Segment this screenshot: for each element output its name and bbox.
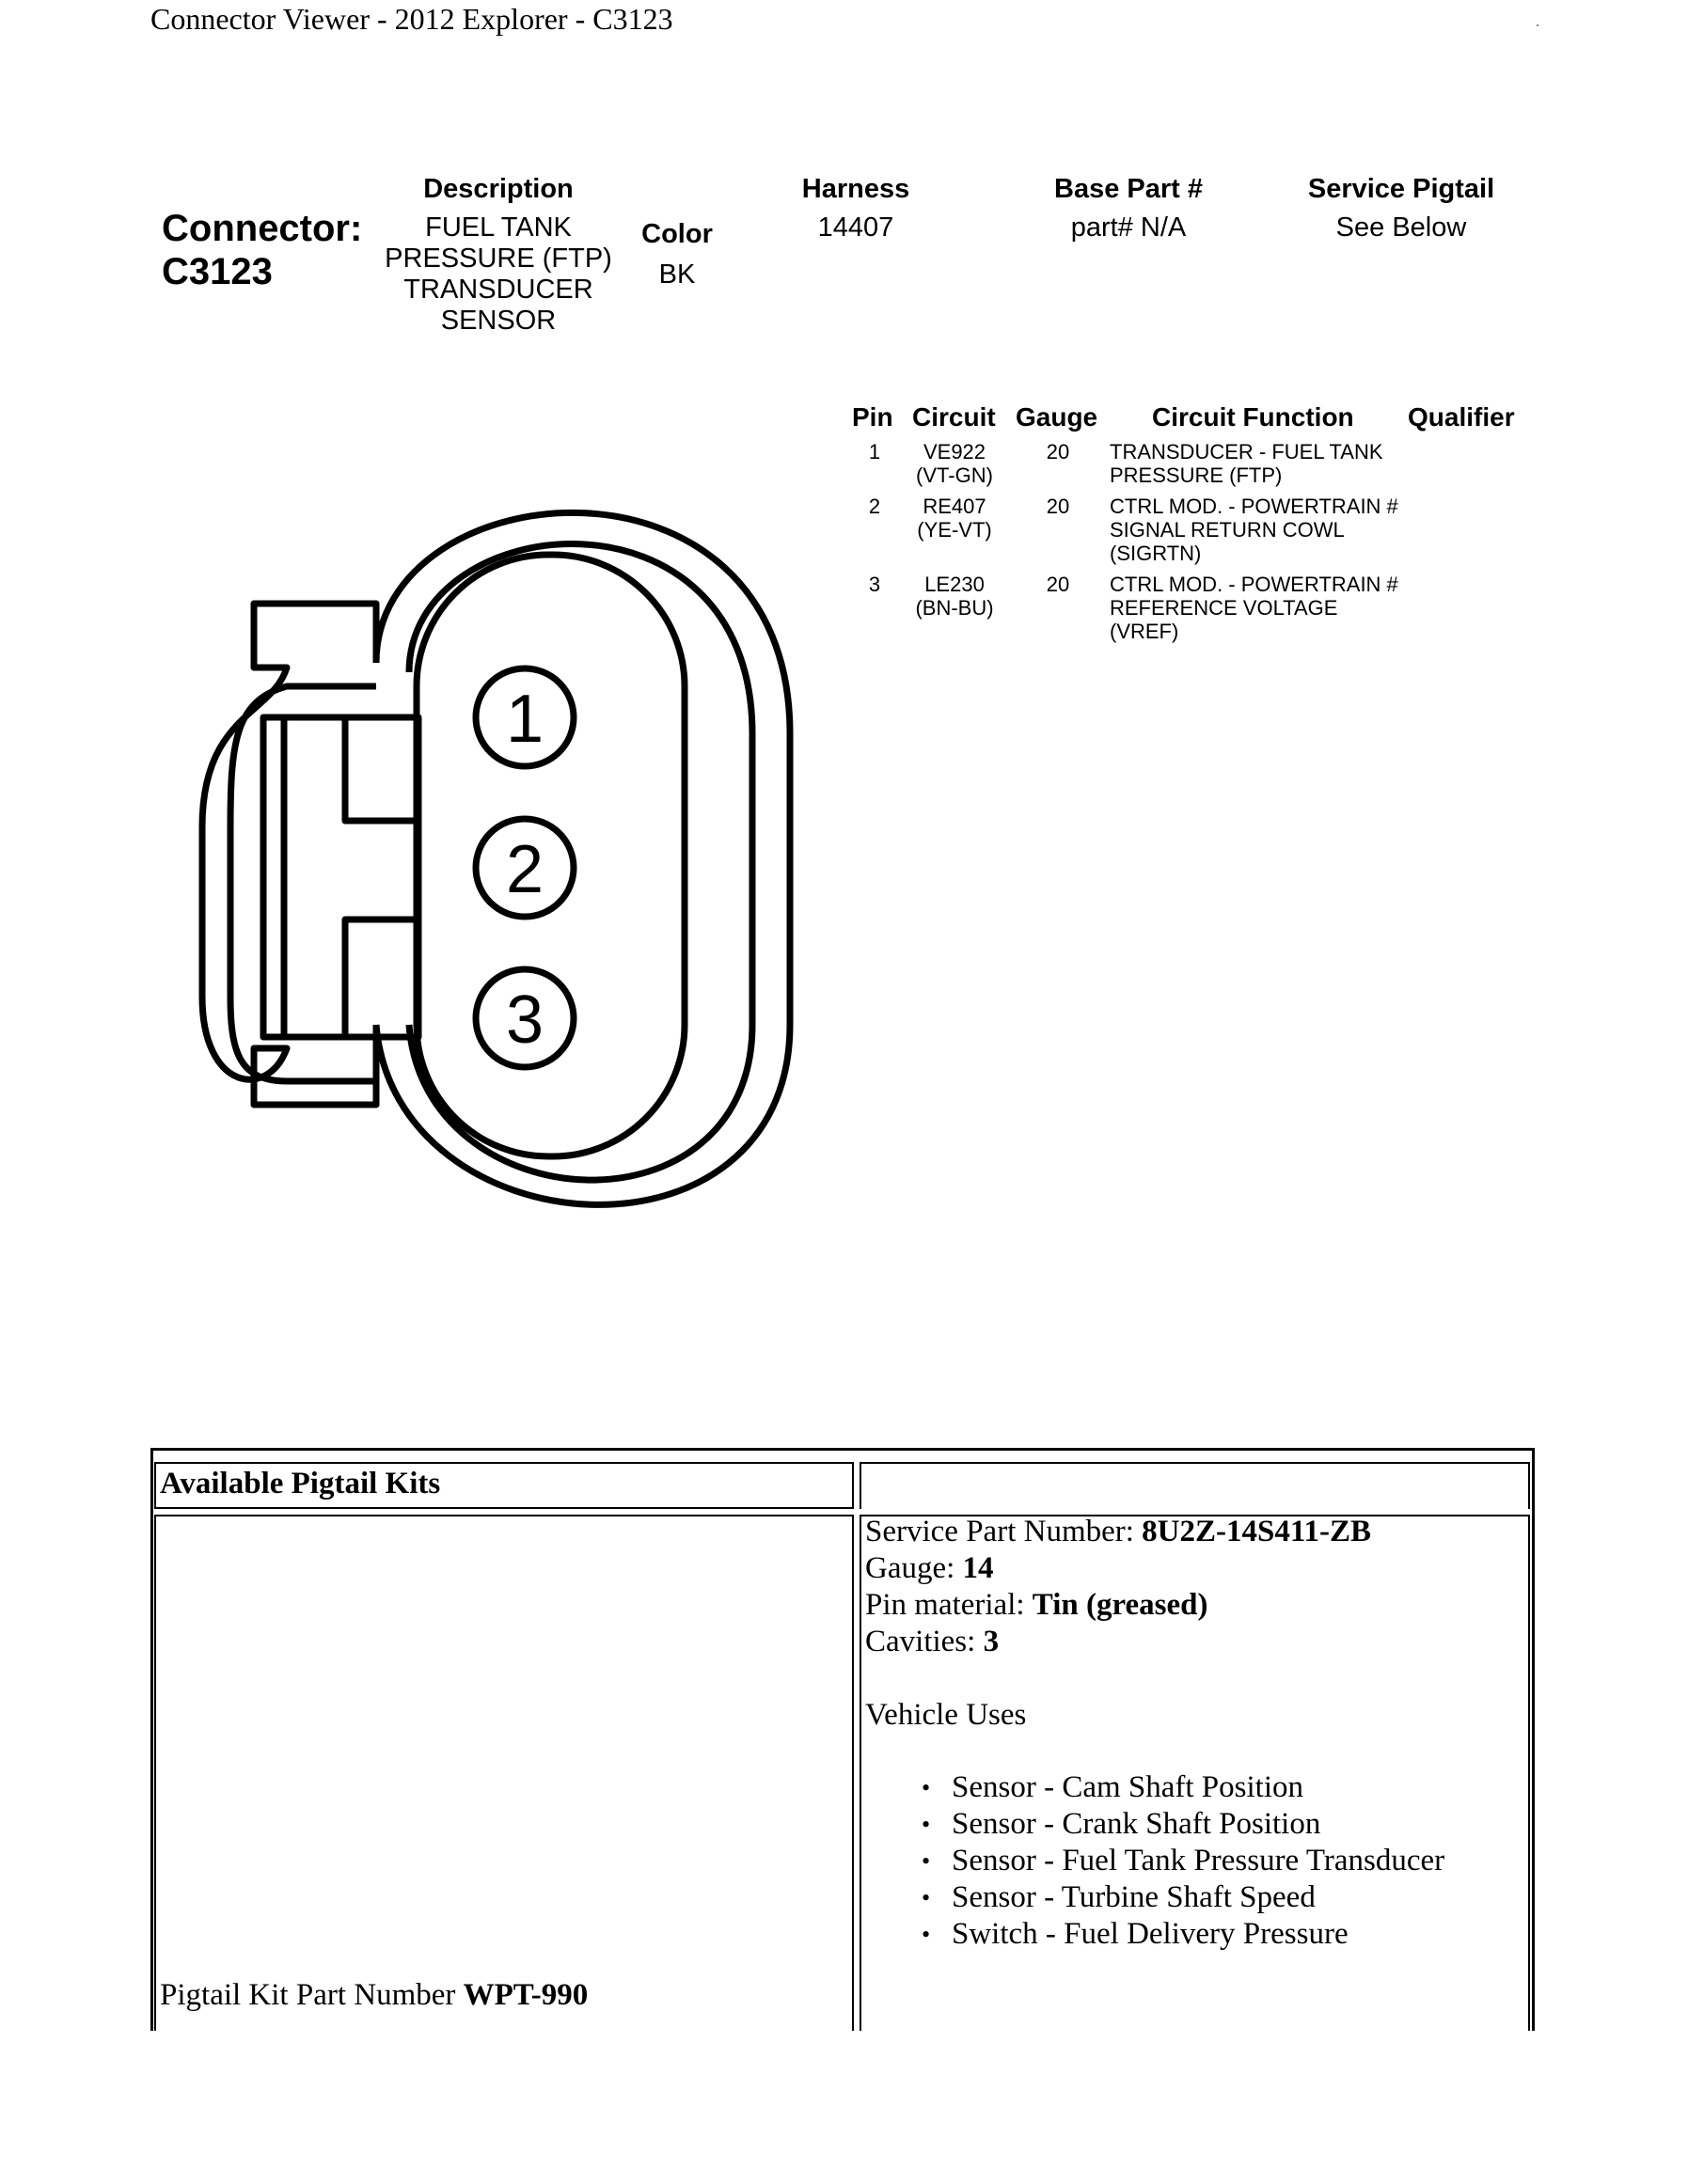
pin-2-label: 2	[505, 832, 544, 907]
service-pigtail-value: See Below	[1335, 212, 1467, 243]
pin-material-spec	[865, 1587, 1208, 1624]
service-part-value: 8U2Z-14S411-ZB	[1142, 1515, 1372, 1548]
vehicle-uses-list	[931, 1769, 1444, 1953]
function-line: CTRL MOD. - POWERTRAIN #	[1110, 495, 1398, 518]
service-pigtail-header: Service Pigtail	[1307, 174, 1495, 204]
housing-inner	[409, 544, 752, 1181]
wire-color: (VT-GN)	[916, 464, 993, 487]
list-item: • Sensor - Crank Shaft Position	[931, 1806, 1444, 1843]
cavities-spec	[865, 1624, 999, 1660]
gauge-cell: 20	[1046, 440, 1070, 464]
corner-mark: ·	[1535, 15, 1540, 34]
vehicle-uses-label: Vehicle Uses	[865, 1698, 1027, 1732]
circuit-column-header: Circuit	[912, 402, 996, 432]
color-value: BK	[658, 259, 696, 290]
circuit-function-column-header: Circuit Function	[1152, 402, 1354, 432]
gauge-cell: 20	[1046, 573, 1070, 596]
cavities-label: Cavities:	[865, 1625, 976, 1658]
wire-color: (BN-BU)	[915, 596, 994, 620]
base-part-value: part# N/A	[1070, 212, 1187, 243]
pin-number: 1	[868, 440, 881, 464]
description-header: Description	[423, 174, 574, 204]
service-part-number	[865, 1514, 1371, 1550]
circuit-cell	[903, 495, 1006, 542]
gauge-value: 14	[962, 1551, 994, 1585]
harness-value: 14407	[817, 212, 894, 243]
pigtail-kit-part-number	[160, 1978, 588, 2013]
function-line: TRANSDUCER - FUEL TANK	[1110, 440, 1383, 464]
connector-face-diagram	[188, 432, 818, 1260]
connector-label	[162, 207, 362, 293]
connector-id: C3123	[162, 251, 273, 292]
pin-column-header: Pin	[852, 402, 893, 432]
function-cell	[1110, 573, 1448, 643]
function-line: (VREF)	[1110, 620, 1179, 643]
circuit-id: RE407	[923, 495, 986, 518]
circuit-id: LE230	[924, 573, 985, 596]
kit-image-cell	[154, 1515, 854, 2031]
pin-number: 3	[868, 573, 881, 596]
pin-3-label: 3	[505, 982, 544, 1058]
function-line: PRESSURE (FTP)	[1110, 464, 1283, 487]
function-line: (SIGRTN)	[1110, 542, 1202, 565]
harness-header: Harness	[801, 174, 910, 204]
list-item: • Switch - Fuel Delivery Pressure	[931, 1916, 1444, 1953]
gauge-cell: 20	[1046, 495, 1070, 518]
function-cell	[1110, 495, 1448, 565]
list-item: • Sensor - Turbine Shaft Speed	[931, 1879, 1444, 1916]
key-notch-top	[345, 717, 417, 821]
base-part-header: Base Part #	[1054, 174, 1203, 204]
latch-inner	[230, 686, 376, 1081]
function-line: SIGNAL RETURN COWL	[1110, 518, 1345, 542]
pin-number: 2	[868, 495, 881, 518]
kit-part-value: WPT-990	[463, 1978, 589, 2012]
key-notch-bottom	[345, 919, 417, 1037]
gauge-label: Gauge:	[865, 1551, 955, 1585]
circuit-cell	[903, 440, 1006, 487]
page-title: Connector Viewer - 2012 Explorer - C3123	[150, 2, 673, 36]
function-cell	[1110, 440, 1448, 487]
kit-part-label: Pigtail Kit Part Number	[160, 1978, 456, 2012]
connector-label-line1: Connector:	[162, 208, 363, 249]
pin-material-label: Pin material:	[865, 1588, 1025, 1622]
list-item: • Sensor - Cam Shaft Position	[931, 1769, 1444, 1806]
description-line: FUEL TANK	[425, 212, 572, 243]
circuit-id: VE922	[923, 440, 986, 464]
wire-color: (YE-VT)	[917, 518, 992, 542]
description-value	[376, 212, 621, 337]
color-header: Color	[641, 219, 713, 249]
qualifier-column-header: Qualifier	[1408, 402, 1515, 432]
service-part-label: Service Part Number:	[865, 1515, 1134, 1548]
description-line: SENSOR	[440, 306, 557, 336]
description-line: TRANSDUCER	[403, 275, 593, 305]
cavities-value: 3	[983, 1625, 1000, 1658]
pin-material-value: Tin (greased)	[1032, 1588, 1208, 1622]
gauge-column-header: Gauge	[1016, 402, 1098, 432]
circuit-cell	[903, 573, 1006, 620]
pin-cavity	[417, 555, 685, 1156]
kit-header-cell-right	[860, 1462, 1530, 1509]
description-line: PRESSURE (FTP)	[385, 244, 612, 274]
gauge-spec	[865, 1550, 994, 1587]
available-pigtail-kits-title: Available Pigtail Kits	[160, 1467, 441, 1501]
function-line: CTRL MOD. - POWERTRAIN #	[1110, 573, 1398, 596]
list-item: • Sensor - Fuel Tank Pressure Transducer	[931, 1843, 1444, 1879]
function-line: REFERENCE VOLTAGE	[1110, 596, 1338, 620]
pin-1-label: 1	[505, 682, 544, 757]
